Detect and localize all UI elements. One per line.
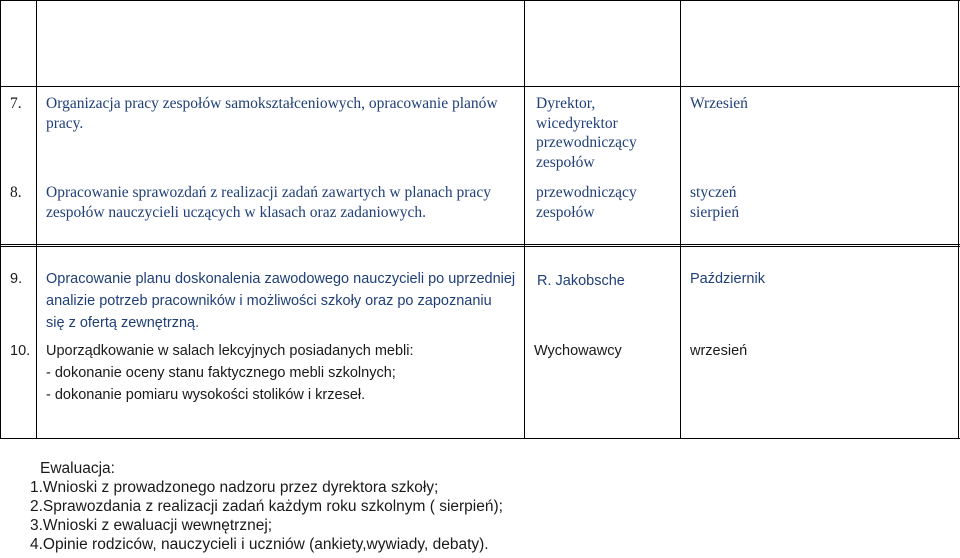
column-divider xyxy=(680,0,681,439)
row-divider xyxy=(0,246,960,247)
row-number: 7. xyxy=(10,95,22,112)
task-text xyxy=(46,340,414,406)
task-line: Opracowanie sprawozdań z realizacji zadań zawartych w planach pracy xyxy=(46,184,491,201)
deadline-line: Październik xyxy=(690,271,765,287)
evaluation-item: 2.Sprawozdania z realizacji zadań każdym roku szkolnym ( sierpień); xyxy=(30,498,503,515)
responsible-text xyxy=(534,340,622,362)
task-text xyxy=(46,268,515,334)
deadline-text xyxy=(690,340,747,362)
row-divider xyxy=(0,86,960,87)
deadline-text xyxy=(690,268,765,290)
responsible-line: R. Jakobsche xyxy=(537,273,625,289)
evaluation-item: 3.Wnioski z ewaluacji wewnętrznej; xyxy=(30,517,273,534)
column-divider xyxy=(0,0,1,439)
evaluation-item: 1.Wnioski z prowadzonego nadzoru przez dyrektora szkoły; xyxy=(30,479,439,496)
deadline-text xyxy=(690,183,739,222)
row-number: 9. xyxy=(10,271,23,287)
task-line: Uporządkowanie w salach lekcyjnych posiadanych mebli: xyxy=(46,343,414,359)
responsible-line: wicedyrektor xyxy=(536,114,618,132)
responsible-text xyxy=(536,94,637,172)
table-top-border xyxy=(0,0,960,1)
task-text xyxy=(46,183,491,222)
responsible-text xyxy=(536,183,637,222)
evaluation-item: 4.Opinie rodziców, nauczycieli i uczniów (ankiety,wywiady, debaty). xyxy=(30,536,489,553)
evaluation-heading: Ewaluacja: xyxy=(40,460,115,477)
evaluation-section xyxy=(30,459,503,554)
responsible-line: przewodniczący xyxy=(536,184,637,201)
task-line: zespołów nauczycieli uczących w klasach oraz zadaniowych. xyxy=(46,203,426,221)
column-divider xyxy=(958,0,959,439)
deadline-line: sierpień xyxy=(690,203,740,221)
task-line: Opracowanie planu doskonalenia zawodowego nauczycieli po uprzedniej xyxy=(46,271,516,287)
column-divider xyxy=(524,0,525,439)
responsible-line: Dyrektor, xyxy=(536,95,596,112)
task-line: pracy. xyxy=(46,114,84,132)
task-line: - dokonanie pomiaru wysokości stolików i krzeseł. xyxy=(46,387,366,403)
responsible-line: przewodniczący xyxy=(536,134,637,151)
task-line: Organizacja pracy zespołów samokształceniowych, opracowanie planów xyxy=(46,95,498,112)
responsible-line: zespołów xyxy=(536,153,595,171)
deadline-line: wrzesień xyxy=(690,343,748,359)
deadline-text xyxy=(690,94,748,114)
task-line: się z ofertą zewnętrzną. xyxy=(46,315,200,331)
row-number: 8. xyxy=(10,184,22,201)
row-number: 10. xyxy=(10,343,31,359)
deadline-line: styczeń xyxy=(690,184,737,201)
task-line: analizie potrzeb pracowników i możliwości szkoły oraz po zapoznaniu xyxy=(46,293,492,309)
responsible-line: Wychowawcy xyxy=(534,343,622,359)
task-text xyxy=(46,94,498,133)
responsible-line: zespołów xyxy=(536,203,595,221)
deadline-line: Wrzesień xyxy=(690,95,748,112)
column-divider xyxy=(36,0,37,439)
task-line: - dokonanie oceny stanu faktycznego mebli szkolnych; xyxy=(46,365,396,381)
row-divider xyxy=(0,244,960,245)
responsible-text xyxy=(537,270,625,292)
table-bottom-border xyxy=(0,438,960,439)
